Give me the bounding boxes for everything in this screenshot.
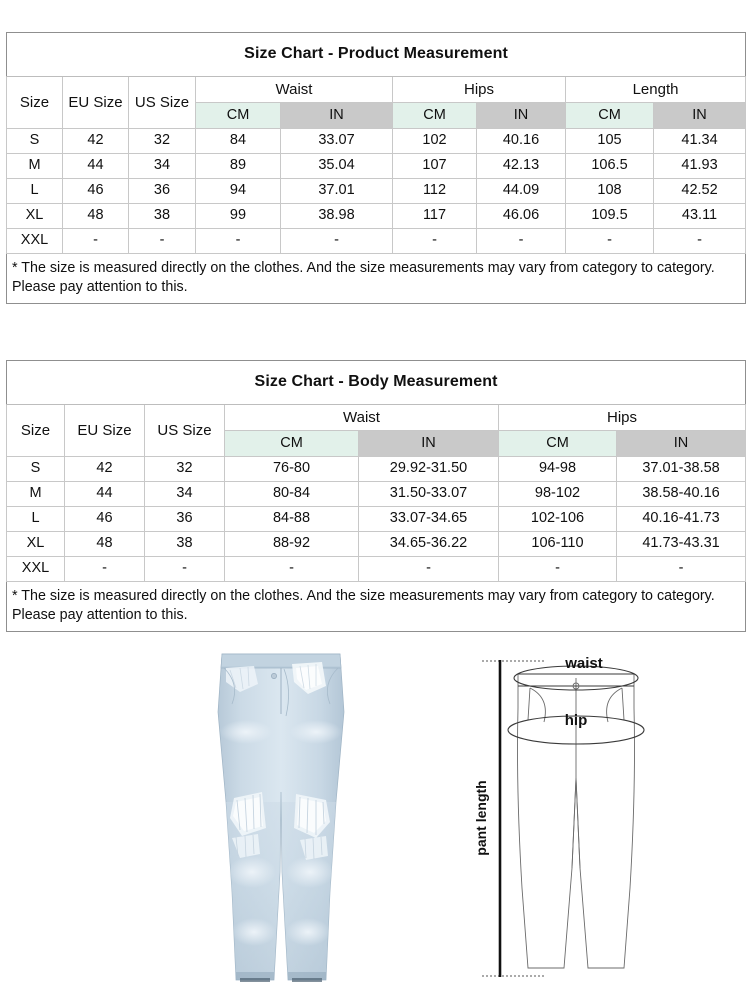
cell-waist-in: 33.07-34.65 [359,507,499,532]
product-measurement-chart [6,32,745,304]
cell-hips-in: 46.06 [477,204,566,229]
cell-waist-cm: 84-88 [225,507,359,532]
cell-us: 36 [129,179,196,204]
cell-size: M [7,482,65,507]
cell-eu: 46 [65,507,145,532]
diagram-label-waist: waist [565,655,603,672]
cell-hips-in: - [617,557,746,582]
crotch-seam [572,778,580,868]
table-row [7,154,746,179]
group-header-length: Length [566,77,746,103]
unit-header-waist-in: IN [281,103,393,129]
cell-waist-in: - [359,557,499,582]
cell-length-cm: 106.5 [566,154,654,179]
cell-eu: 42 [63,129,129,154]
product-chart-note-row [7,254,746,304]
product-chart-title-row [7,33,746,77]
figures-section [0,628,750,1000]
column-header-us-size: US Size [145,405,225,457]
table-row [7,557,746,582]
unit-header-hips-cm: CM [393,103,477,129]
cell-waist-in: 29.92-31.50 [359,457,499,482]
cell-size: S [7,457,65,482]
cell-size: S [7,129,63,154]
unit-header-hips-in: IN [477,103,566,129]
table-row [7,229,746,254]
jeans-product-photo [196,642,366,992]
button [271,673,276,678]
cell-size: XXL [7,557,65,582]
cell-hips-in: 38.58-40.16 [617,482,746,507]
body-chart-title: Size Chart - Body Measurement [7,361,746,405]
cell-length-in: 42.52 [654,179,746,204]
cell-hips-cm: - [393,229,477,254]
cell-hips-in: 40.16 [477,129,566,154]
cell-us: - [129,229,196,254]
cell-size: XL [7,532,65,557]
body-chart-group-header-row [7,405,746,431]
cell-hips-in: 44.09 [477,179,566,204]
cell-eu: 46 [63,179,129,204]
cell-waist-cm: - [196,229,281,254]
cell-us: 32 [145,457,225,482]
cell-waist-in: 34.65-36.22 [359,532,499,557]
cell-waist-cm: 80-84 [225,482,359,507]
cell-hips-cm: 98-102 [499,482,617,507]
cell-us: 34 [129,154,196,179]
cell-hips-in: 42.13 [477,154,566,179]
table-row [7,507,746,532]
table-row [7,129,746,154]
cell-hips-in: 40.16-41.73 [617,507,746,532]
diagram-label-hip: hip [564,712,588,729]
table-row [7,482,746,507]
cell-hips-cm: - [499,557,617,582]
cell-hips-cm: 102 [393,129,477,154]
cell-length-in: 41.34 [654,129,746,154]
product-chart-group-header-row [7,77,746,103]
cell-hips-cm: 106-110 [499,532,617,557]
unit-header-length-in: IN [654,103,746,129]
cell-waist-in: 38.98 [281,204,393,229]
column-header-eu-size: EU Size [63,77,129,129]
body-measurement-table [6,360,746,632]
group-header-waist: Waist [225,405,499,431]
cell-length-cm: 108 [566,179,654,204]
cell-eu: - [63,229,129,254]
cell-size: M [7,154,63,179]
table-row [7,204,746,229]
cell-hips-cm: 94-98 [499,457,617,482]
cell-hips-in: - [477,229,566,254]
cell-us: 38 [129,204,196,229]
product-measurement-table [6,32,746,304]
cell-hips-cm: 117 [393,204,477,229]
waistband [221,654,341,668]
cell-eu: 48 [63,204,129,229]
cell-waist-cm: 88-92 [225,532,359,557]
cell-waist-in: 35.04 [281,154,393,179]
body-chart-note-row [7,582,746,632]
cell-waist-in: - [281,229,393,254]
cell-us: - [145,557,225,582]
cell-length-cm: 105 [566,129,654,154]
measurement-diagram [472,638,742,996]
product-chart-title: Size Chart - Product Measurement [7,33,746,77]
cell-hips-cm: 107 [393,154,477,179]
cell-length-cm: - [566,229,654,254]
unit-header-hips-in: IN [617,431,746,457]
unit-header-waist-in: IN [359,431,499,457]
cell-length-cm: 109.5 [566,204,654,229]
cell-us: 34 [145,482,225,507]
table-row [7,532,746,557]
column-header-size: Size [7,405,65,457]
body-chart-note: * The size is measured directly on the clothes. And the size measurements may vary from category to category. Please pay attention to this. [7,582,746,632]
cell-hips-cm: 102-106 [499,507,617,532]
unit-header-waist-cm: CM [225,431,359,457]
cell-waist-cm: - [225,557,359,582]
unit-header-hips-cm: CM [499,431,617,457]
diagram-label-pant-length: pant length [473,780,489,856]
cell-hips-in: 37.01-38.58 [617,457,746,482]
cell-us: 36 [145,507,225,532]
group-header-hips: Hips [393,77,566,103]
unit-header-length-cm: CM [566,103,654,129]
cell-waist-in: 31.50-33.07 [359,482,499,507]
cell-eu: - [65,557,145,582]
column-header-eu-size: EU Size [65,405,145,457]
group-header-waist: Waist [196,77,393,103]
column-header-size: Size [7,77,63,129]
cell-waist-cm: 76-80 [225,457,359,482]
cell-us: 38 [145,532,225,557]
cell-us: 32 [129,129,196,154]
cell-hips-in: 41.73-43.31 [617,532,746,557]
cell-eu: 44 [63,154,129,179]
cell-waist-in: 33.07 [281,129,393,154]
column-header-us-size: US Size [129,77,196,129]
body-chart-title-row [7,361,746,405]
table-row [7,457,746,482]
cell-size: L [7,179,63,204]
body-measurement-chart [6,360,745,632]
cell-length-in: 43.11 [654,204,746,229]
cell-size: L [7,507,65,532]
product-chart-note: * The size is measured directly on the clothes. And the size measurements may vary from category to category. Please pay attention to this. [7,254,746,304]
cell-waist-cm: 99 [196,204,281,229]
cell-size: XXL [7,229,63,254]
cell-eu: 48 [65,532,145,557]
cell-hips-cm: 112 [393,179,477,204]
cell-eu: 42 [65,457,145,482]
cell-eu: 44 [65,482,145,507]
cell-length-in: 41.93 [654,154,746,179]
group-header-hips: Hips [499,405,746,431]
unit-header-waist-cm: CM [196,103,281,129]
cell-length-in: - [654,229,746,254]
pocket-right [607,688,622,722]
pocket-left [530,688,545,722]
cell-waist-cm: 94 [196,179,281,204]
table-row [7,179,746,204]
cell-waist-cm: 84 [196,129,281,154]
cell-waist-cm: 89 [196,154,281,179]
cell-waist-in: 37.01 [281,179,393,204]
cell-size: XL [7,204,63,229]
